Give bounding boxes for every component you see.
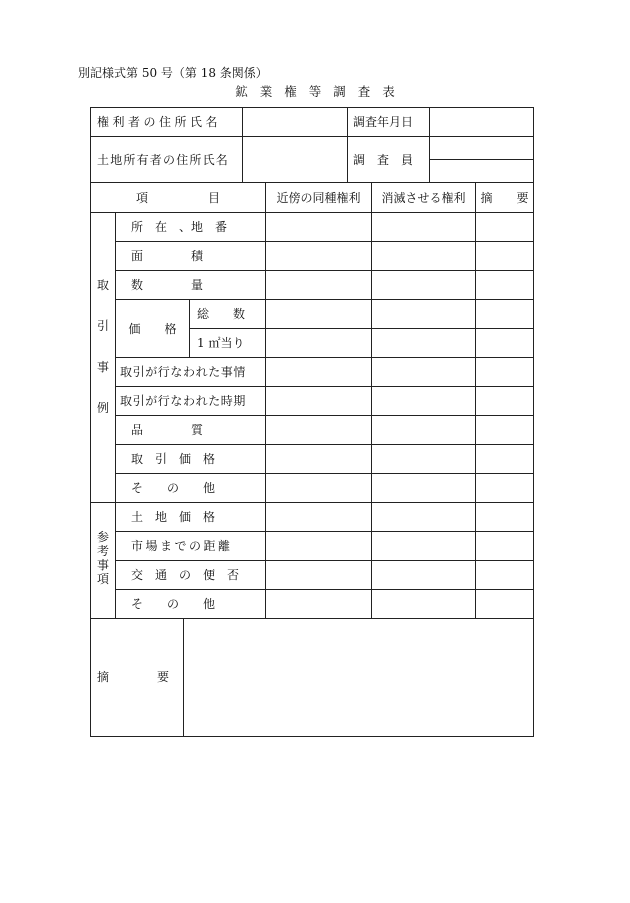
- form-title: 鉱業権等調査表: [235, 84, 407, 99]
- group-char: 事: [96, 558, 109, 572]
- group-char: 例: [96, 401, 109, 415]
- row-line: [91, 136, 533, 137]
- transaction-other-label: そ の 他: [131, 481, 216, 495]
- row-line: [115, 386, 533, 387]
- transport-access-label: 交 通 の 便 否: [131, 568, 240, 582]
- quality-label: 品 質: [131, 423, 204, 437]
- reference-other-label: そ の 他: [131, 597, 216, 611]
- group-char: 引: [96, 319, 109, 333]
- row-line: [115, 270, 533, 271]
- area-label: 面 積: [131, 249, 204, 263]
- extinguished-rights-column-header: 消滅させる権利: [381, 190, 466, 205]
- col-line: [115, 212, 116, 618]
- row-line: [115, 444, 533, 445]
- location-lot-number-label: 所 在 、地 番: [131, 220, 228, 234]
- group-char: 考: [96, 544, 109, 558]
- row-line: [91, 502, 533, 503]
- row-line: [115, 415, 533, 416]
- col-line: [189, 299, 190, 357]
- per-square-meter-label: 1 ㎡当り: [197, 336, 245, 350]
- footer-remarks-label: 摘 要: [97, 670, 170, 684]
- row-line: [115, 473, 533, 474]
- form-number-caption: 別記様式第 50 号（第 18 条関係）: [78, 66, 268, 80]
- row-line: [429, 159, 533, 160]
- col-line: [347, 108, 348, 182]
- transaction-timing-label: 取引が行なわれた時期: [120, 394, 247, 408]
- row-line: [115, 560, 533, 561]
- survey-form-table: [90, 107, 534, 737]
- group-char: 項: [96, 572, 109, 586]
- total-count-label: 総 数: [197, 307, 246, 321]
- row-line: [91, 618, 533, 619]
- transaction-price-label: 取 引 価 格: [131, 452, 216, 466]
- row-line: [189, 328, 533, 329]
- same-kind-rights-column-header: 近傍の同種権利: [276, 190, 361, 205]
- holder-address-name-label: 権利者の住所氏名: [97, 115, 222, 129]
- reference-items-group-label: [91, 530, 115, 586]
- surveyor-label: 調 査 員: [353, 153, 414, 167]
- group-char: 取: [96, 278, 109, 292]
- group-char: 参: [96, 530, 109, 544]
- market-distance-label: 市場までの距離: [131, 539, 233, 553]
- col-line: [371, 182, 372, 618]
- quantity-label: 数 量: [131, 278, 204, 292]
- col-line: [265, 182, 266, 618]
- item-column-header: 項 目: [135, 190, 220, 205]
- owner-address-name-label: 土地所有者の住所氏名: [97, 153, 230, 167]
- col-line: [242, 108, 243, 182]
- row-line: [115, 241, 533, 242]
- row-line: [91, 212, 533, 213]
- land-price-label: 土 地 価 格: [131, 510, 216, 524]
- remarks-column-header: 摘 要: [480, 190, 529, 205]
- transaction-circumstances-label: 取引が行なわれた事情: [120, 365, 247, 379]
- survey-date-label: 調査年月日: [353, 115, 414, 129]
- row-line: [115, 357, 533, 358]
- price-label: 価 格: [128, 321, 177, 336]
- group-char: 事: [96, 360, 109, 374]
- col-line: [429, 108, 430, 182]
- row-line: [115, 531, 533, 532]
- col-line: [183, 618, 184, 736]
- col-line: [475, 182, 476, 618]
- row-line: [115, 589, 533, 590]
- transaction-examples-group-label: [91, 278, 115, 415]
